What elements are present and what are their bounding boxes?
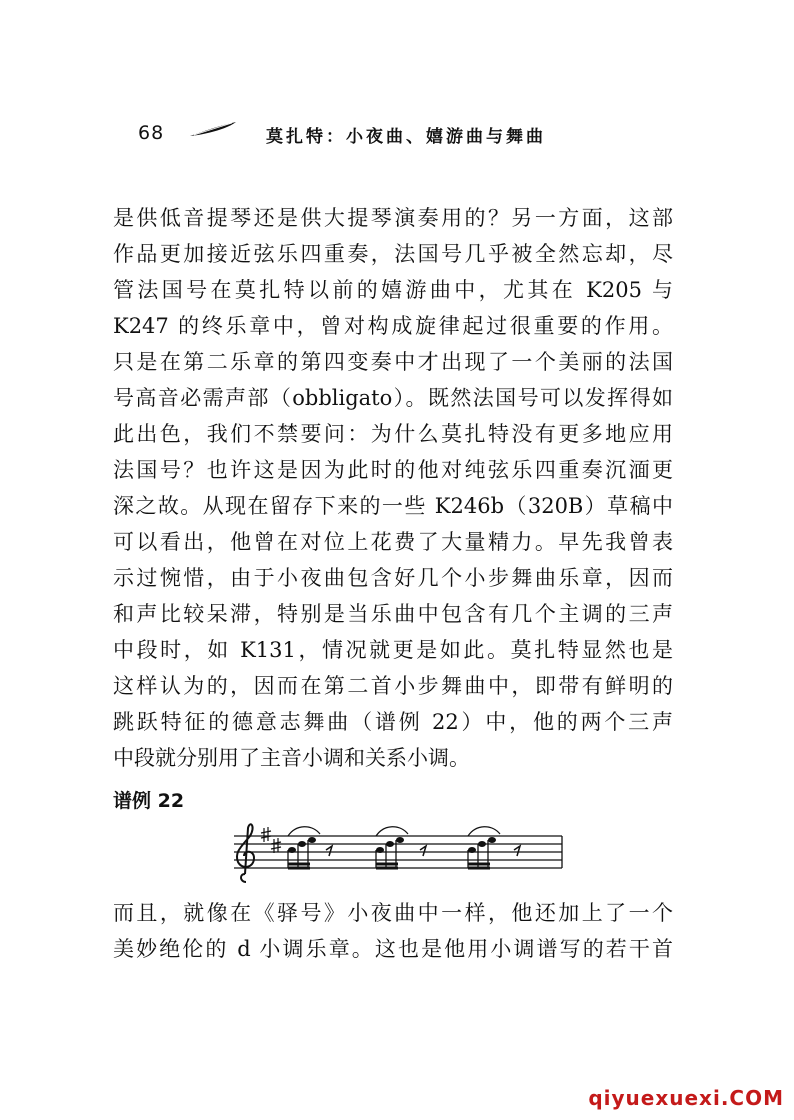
body-paragraph-continued bbox=[113, 895, 673, 967]
text-line: 管法国号在莫扎特以前的嬉游曲中，尤其在 K205 与 bbox=[113, 278, 673, 302]
note-group-1 bbox=[288, 827, 332, 868]
text-line: 作品更加接近弦乐四重奏，法国号几乎被全然忘却，尽 bbox=[113, 242, 673, 266]
text-line: 中段就分别用了主音小调和关系小调。 bbox=[113, 746, 470, 770]
paragraph bbox=[113, 200, 673, 776]
text-line: 和声比较呆滞，特别是当乐曲中包含有几个主调的三声 bbox=[113, 602, 673, 626]
text-line: 这样认为的，因而在第二首小步舞曲中，即带有鲜明的 bbox=[113, 674, 673, 698]
body-paragraph bbox=[113, 200, 673, 776]
watermark: qiyuexuexi.COM bbox=[588, 1086, 784, 1110]
text-line: 法国号？也许这是因为此时的他对纯弦乐四重奏沉湎更 bbox=[113, 458, 673, 482]
text-line: 跳跃特征的德意志舞曲（谱例 22）中，他的两个三声 bbox=[113, 710, 673, 734]
text-line: 此出色，我们不禁要问：为什么莫扎特没有更多地应用 bbox=[113, 422, 673, 446]
music-score-excerpt bbox=[226, 822, 566, 886]
running-title: 莫扎特：小夜曲、嬉游曲与舞曲 bbox=[266, 127, 546, 147]
music-example-label: 谱例 22 bbox=[113, 790, 185, 812]
note-group-2 bbox=[376, 827, 426, 868]
text-line: 只是在第二乐章的第四变奏中才出现了一个美丽的法国 bbox=[113, 350, 673, 374]
text-line: 而且，就像在《驿号》小夜曲中一样，他还加上了一个 bbox=[113, 901, 673, 925]
text-line: 中段时，如 K131，情况就更是如此。莫扎特显然也是 bbox=[113, 638, 673, 662]
text-line: 可以看出，他曾在对位上花费了大量精力。早先我曾表 bbox=[113, 530, 673, 554]
key-signature-sharps-icon bbox=[261, 827, 281, 853]
text-line: 深之故。从现在留存下来的一些 K246b（320B）草稿中 bbox=[113, 494, 673, 518]
page-number: 68 bbox=[138, 122, 165, 144]
text-line: K247 的终乐章中，曾对构成旋律起过很重要的作用。 bbox=[113, 314, 673, 338]
paragraph bbox=[113, 895, 673, 967]
text-line: 是供低音提琴还是供大提琴演奏用的？另一方面，这部 bbox=[113, 206, 673, 230]
text-line: 示过惋惜，由于小夜曲包含好几个小步舞曲乐章，因而 bbox=[113, 566, 673, 590]
page-header bbox=[138, 120, 598, 152]
note-group-3 bbox=[468, 827, 520, 868]
treble-clef-icon bbox=[237, 824, 254, 882]
text-line: 号高音必需声部（obbligato）。既然法国号可以发挥得如 bbox=[113, 386, 673, 410]
text-line: 美妙绝伦的 d 小调乐章。这也是他用小调谱写的若干首 bbox=[113, 937, 673, 961]
quill-ornament-icon bbox=[188, 120, 238, 138]
